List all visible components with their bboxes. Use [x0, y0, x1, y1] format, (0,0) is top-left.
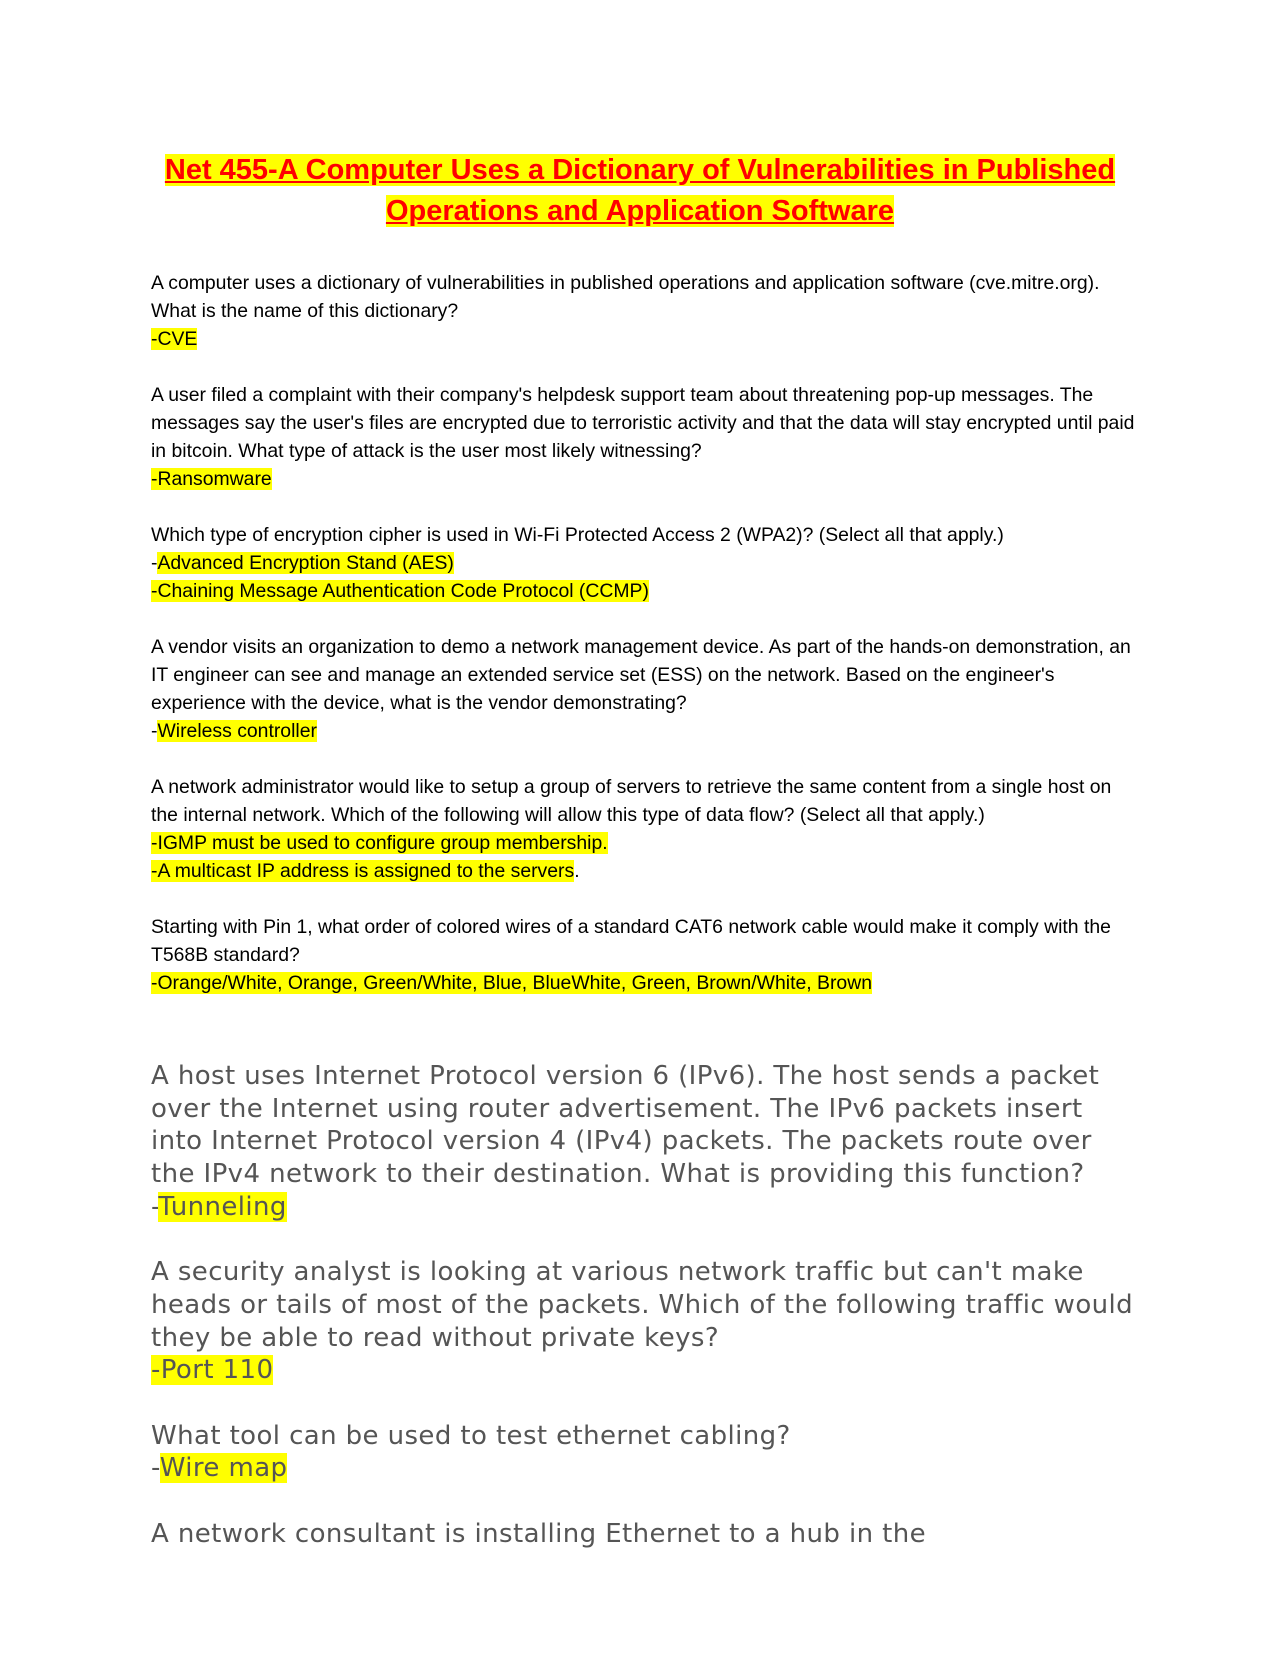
answer-line: -Wireless controller — [151, 720, 317, 742]
qa-block — [151, 521, 1136, 605]
answer-line — [151, 325, 1136, 353]
answer-highlight: Advanced Encryption Stand (AES) — [157, 552, 454, 574]
question-text: Starting with Pin 1, what order of colored wires of a standard CAT6 network cable would make it comply with the T568B standard? — [151, 916, 1111, 966]
answer-highlight: -Orange/White, Orange, Green/White, Blue, BlueWhite, Green, Brown/White, Brown — [151, 972, 872, 994]
answer-line — [151, 969, 1136, 997]
question-text: What tool can be used to test ethernet cabling? — [151, 1420, 791, 1451]
answer-highlight: -Port 110 — [151, 1355, 274, 1386]
qa-block — [151, 1420, 1136, 1485]
qa-block — [151, 1256, 1136, 1387]
qa-section-large — [151, 1060, 1136, 1583]
document-title — [150, 150, 1130, 232]
qa-section-small — [151, 269, 1136, 1025]
answer-line — [151, 465, 1136, 493]
question-text: Which type of encryption cipher is used in Wi-Fi Protected Access 2 (WPA2)? (Select all that apply.) — [151, 524, 1004, 546]
question-text: A host uses Internet Protocol version 6 (IPv6). The host sends a packet over the Internet using router advertisement. The IPv6 packets insert into Internet Protocol version 4 (IPv4) packets. The packets route over the IPv4 network to their destination. What is providing this function? — [151, 1061, 1100, 1190]
answer-highlight: -Ransomware — [151, 468, 272, 490]
qa-block — [151, 269, 1136, 353]
answer-line — [151, 829, 1136, 857]
question-text: A network administrator would like to setup a group of servers to retrieve the same content from a single host on the internal network. Which of the following will allow this type of data flow? (Select all that apply.) — [151, 776, 1112, 826]
qa-block — [151, 1060, 1136, 1224]
answer-line: -Wire map — [151, 1453, 288, 1484]
document-title-text: Net 455-A Computer Uses a Dictionary of Vulnerabilities in Published Operations and Application Software — [164, 154, 1116, 227]
qa-block — [151, 1518, 1136, 1551]
answer-highlight: Wire map — [159, 1453, 288, 1484]
answer-line — [151, 577, 1136, 605]
answer-line: -A multicast IP address is assigned to the servers. — [151, 860, 580, 882]
qa-block — [151, 773, 1136, 885]
answer-highlight: -IGMP must be used to configure group membership. — [151, 832, 608, 854]
answer-line: -Advanced Encryption Stand (AES) — [151, 552, 454, 574]
question-text: A network consultant is installing Ethernet to a hub in the — [151, 1518, 927, 1549]
answer-highlight: Wireless controller — [157, 720, 317, 742]
answer-line — [151, 1354, 1136, 1387]
qa-block — [151, 913, 1136, 997]
question-text: A user filed a complaint with their company's helpdesk support team about threatening pop-up messages. The messages say the user's files are encrypted due to terroristic activity and that the data will stay encrypted until paid in bitcoin. What type of attack is the user most likely witnessing? — [151, 384, 1135, 462]
question-text: A computer uses a dictionary of vulnerabilities in published operations and application software (cve.mitre.org). What is the name of this dictionary? — [151, 272, 1100, 322]
answer-highlight: -Chaining Message Authentication Code Protocol (CCMP) — [151, 580, 649, 602]
question-text: A vendor visits an organization to demo a network management device. As part of the hands-on demonstration, an IT engineer can see and manage an extended service set (ESS) on the network. Based on the engineer's experience with the device, what is the vendor demonstrating? — [151, 636, 1131, 714]
answer-highlight: -A multicast IP address is assigned to the servers — [151, 860, 575, 882]
qa-block — [151, 633, 1136, 745]
answer-line: -Tunneling — [151, 1191, 287, 1222]
question-text: A security analyst is looking at various network traffic but can't make heads or tails of most of the packets. Which of the following traffic would they be able to read without private keys? — [151, 1257, 1134, 1353]
qa-block — [151, 381, 1136, 493]
answer-highlight: -CVE — [151, 328, 198, 350]
answer-highlight: Tunneling — [158, 1191, 287, 1222]
